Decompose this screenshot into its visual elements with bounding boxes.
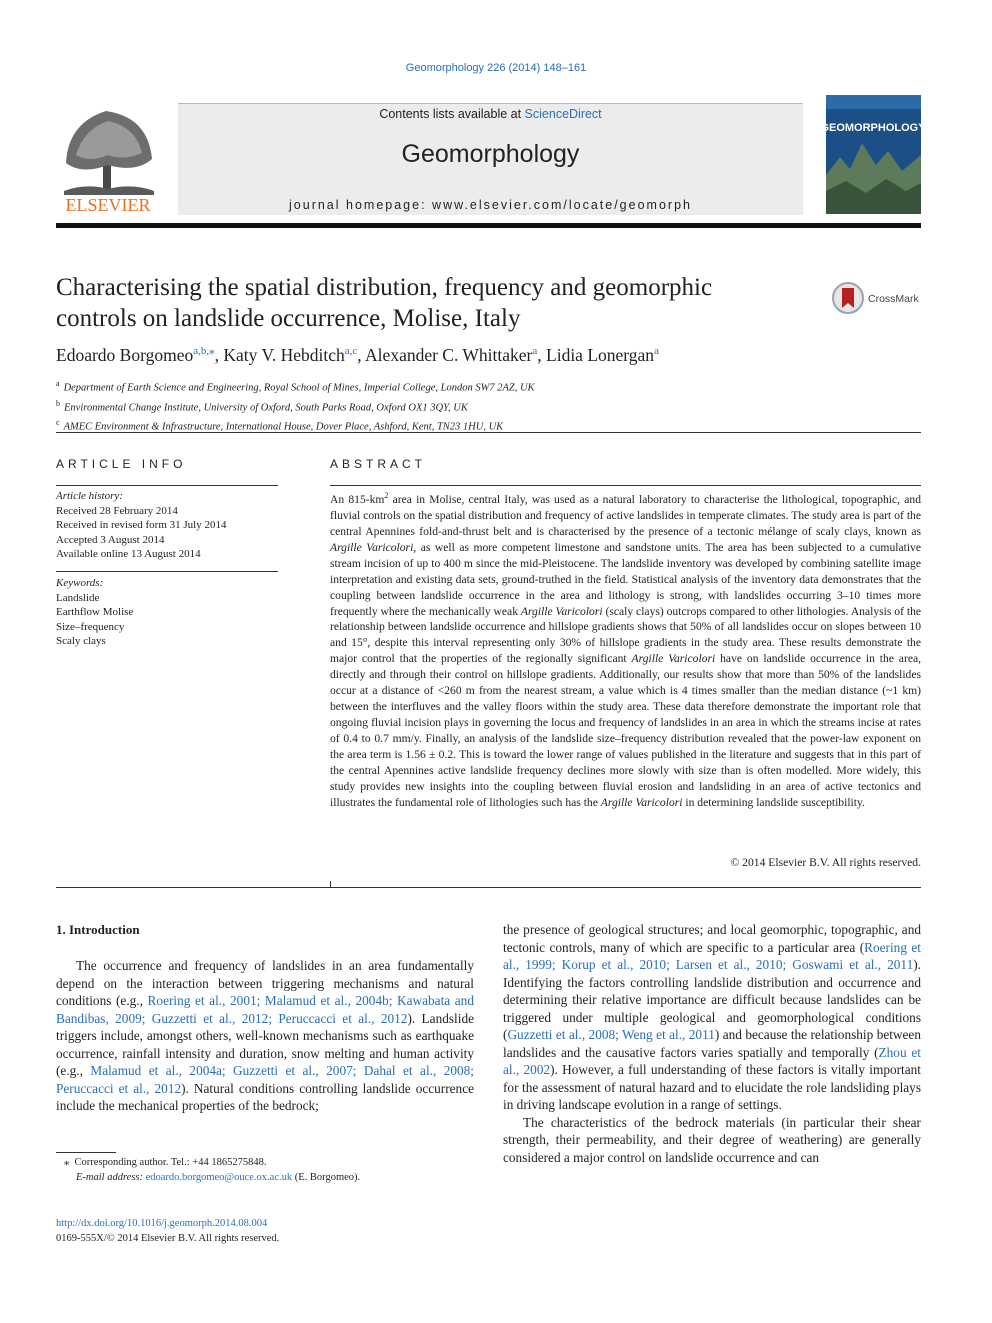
keyword-item: Size–frequency xyxy=(56,620,125,633)
keywords-rule xyxy=(56,571,278,572)
journal-banner xyxy=(178,103,803,215)
doi-link[interactable]: http://dx.doi.org/10.1016/j.geomorph.2014.08.004 xyxy=(56,1218,268,1229)
crossmark-icon xyxy=(831,281,931,315)
article-info-heading: ARTICLE INFO xyxy=(56,457,187,471)
affiliation-rule xyxy=(56,432,921,433)
sciencedirect-link[interactable]: ScienceDirect xyxy=(524,107,602,121)
abstract-bottom-rule xyxy=(56,887,921,888)
abstract-rule xyxy=(330,485,921,486)
affiliation-list xyxy=(56,376,916,435)
keywords-block xyxy=(56,576,278,649)
author-name: Lidia Lonergan xyxy=(546,344,655,365)
history-item: Received in revised form 31 July 2014 xyxy=(56,519,227,531)
email-suffix: (E. Borgomeo). xyxy=(292,1172,361,1183)
citation-link[interactable]: Malamud et al., 2004a; Guzzetti et al., 2007; Dahal et al., 2008; Peruccacci et al., 2012 xyxy=(56,1063,474,1096)
contents-line xyxy=(178,107,803,121)
footnote-corresponding: Corresponding author. Tel.: +44 1865275848. xyxy=(74,1157,267,1168)
citation-link[interactable]: Zhou et al., 2002 xyxy=(503,1044,921,1077)
abstract-column-tick xyxy=(330,881,331,888)
citation-link[interactable]: Guzzetti et al., 2008; Weng et al., 2011 xyxy=(507,1027,715,1042)
history-list xyxy=(56,504,278,562)
crossmark-badge[interactable] xyxy=(831,281,931,315)
history-item: Accepted 3 August 2014 xyxy=(56,533,165,546)
article-info-rule xyxy=(56,485,278,486)
author-separator: , xyxy=(357,344,366,365)
footnote-rule xyxy=(56,1152,116,1153)
keywords-label: Keywords: xyxy=(56,577,104,589)
affiliation-item xyxy=(56,376,916,396)
body-column-right xyxy=(503,921,921,1166)
affiliation-mark: c xyxy=(56,418,60,427)
author-affiliation-marks[interactable]: a,c xyxy=(344,345,358,357)
keyword-list xyxy=(56,591,278,649)
journal-citation[interactable]: Geomorphology 226 (2014) 148–161 xyxy=(405,62,587,74)
journal-cover xyxy=(826,95,921,214)
intro-paragraph-2: The characteristics of the bedrock materials (in particular their shear strength, their permeability, and their degree of weathering) are generally considered a major control on landslide occurrence and can xyxy=(503,1114,921,1165)
keyword-item: Earthflow Molise xyxy=(56,606,134,618)
homepage-url[interactable]: www.elsevier.com/locate/geomorph xyxy=(432,198,692,212)
doi-block xyxy=(56,1216,476,1246)
elsevier-tree-icon xyxy=(56,103,160,215)
citation-link[interactable]: Roering et al., 1999; Korup et al., 2010; Larsen et al., 2010; Goswami et al., 2011 xyxy=(503,939,921,972)
author-name: Katy V. Hebditch xyxy=(223,344,345,365)
abstract-copyright: © 2014 Elsevier B.V. All rights reserved. xyxy=(730,856,921,869)
article-title: Characterising the spatial distribution, frequency and geomorphic controls on landslide occurrence, Molise, Italy xyxy=(56,274,713,332)
abstract-heading: ABSTRACT xyxy=(330,457,427,471)
journal-homepage xyxy=(178,198,803,212)
author-separator: , xyxy=(214,344,224,365)
svg-text:CrossMark: CrossMark xyxy=(868,293,919,305)
email-label: E-mail address: xyxy=(76,1172,146,1183)
author-affiliation-marks[interactable]: a,b,⁎ xyxy=(193,345,215,357)
affiliation-mark: a xyxy=(56,379,60,388)
author-affiliation-marks[interactable]: a xyxy=(654,345,659,357)
svg-text:GEOMORPHOLOGY: GEOMORPHOLOGY xyxy=(826,122,921,134)
intro-paragraph-1: The occurrence and frequency of landslides in an area fundamentally depend on the interaction between triggering mechanisms and natural conditions (e.g., Roering et al., 2001; Malamud et al., 2004b; Kawabata and Bandibas, 2009; Guzzetti et al., 2012; Peruccacci et al., 2012). Landslide triggers include, amongst others, well-known mechanisms such as earthquake occurrence, rainfall intensity and duration, snow melting and human activity (e.g., Malamud et al., 2004a; Guzzetti et al., 2007; Dahal et al., 2008; Peruccacci et al., 2012). Natural conditions controlling landslide occurrence include the mechanical properties of the bedrock; xyxy=(56,958,475,1113)
history-item: Received 28 February 2014 xyxy=(56,504,178,517)
header-rule xyxy=(56,223,921,228)
history-item: Available online 13 August 2014 xyxy=(56,548,201,560)
intro-paragraph-1-cont: the presence of geological structures; and local geomorphic, topographic, and tectonic controls, many of which are specific to a particular area (Roering et al., 1999; Korup et al., 2010; Larsen et al., 2010; Goswami et al., 2011). Identifying the factors controlling landslide distribution and occurrence and determining their relative importance are difficult because landslides can be triggered under multiple geological and geomorphological conditions (Guzzetti et al., 2008; Weng et al., 2011) and because the relationship between landslides and the causative factors varies spatially and temporally (Zhou et al., 2002). However, a full understanding of these factors is vitally important for the assessment of natural hazard and to elucidate the role landsliding plays in driving landscape evolution in a range of settings. xyxy=(503,922,921,1112)
contents-prefix: Contents lists available at xyxy=(379,107,525,121)
affiliation-text: Department of Earth Science and Engineering, Royal School of Mines, Imperial College, London SW7 2AZ, UK xyxy=(63,382,535,394)
author-list xyxy=(56,344,916,366)
author-separator: , xyxy=(537,344,547,365)
history-label: Article history: xyxy=(56,490,123,502)
citation-link[interactable]: Roering et al., 2001; Malamud et al., 2004b; Kawabata and Bandibas, 2009; Guzzetti et al., 2012; Peruccacci et al., 2012 xyxy=(56,993,474,1026)
elsevier-logo xyxy=(56,103,160,215)
affiliation-text: AMEC Environment & Infrastructure, International House, Dover Place, Ashford, Kent, TN23 1HU, UK xyxy=(63,421,504,433)
affiliation-mark: b xyxy=(56,398,60,408)
author-name: Alexander C. Whittaker xyxy=(365,344,533,365)
section-heading-introduction: 1. Introduction xyxy=(56,922,140,937)
keyword-item: Landslide xyxy=(56,591,100,604)
journal-name: Geomorphology xyxy=(401,140,580,168)
author-affiliation-marks[interactable]: a xyxy=(532,345,538,357)
corresponding-author-footnote xyxy=(56,1155,476,1185)
homepage-prefix: journal homepage: xyxy=(289,198,433,212)
keyword-item: Scaly clays xyxy=(56,635,106,647)
author-name: Edoardo Borgomeo xyxy=(56,344,194,365)
affiliation-item xyxy=(56,396,916,416)
article-history xyxy=(56,489,278,562)
journal-cover-image xyxy=(826,95,921,214)
affiliation-text: Environmental Change Institute, University of Oxford, South Parks Road, Oxford OX1 3QY, UK xyxy=(64,402,468,413)
body-column-left xyxy=(56,957,474,1115)
svg-text:ELSEVIER: ELSEVIER xyxy=(65,195,151,215)
issn-copyright: 0169-555X/© 2014 Elsevier B.V. All rights reserved. xyxy=(56,1233,280,1244)
author-email-link[interactable]: edoardo.borgomeo@ouce.ox.ac.uk xyxy=(145,1172,293,1183)
footnote-mark: ⁎ xyxy=(64,1157,70,1168)
abstract-text: An $815-km^2$ area in Molise, central Italy, was used as a natural laboratory to characterise the lithological, topographic, and fluvial controls on the spatial distribution and frequency of active landslides in temperate climates. The study area is part of the central Apennines fold-and-thrust belt and is characterised by the presence of a tectonic mélange of scaly clays, known as Argille Varicolori, as well as more competent limestone and sandstone units. The area has been subjected to a cumulative stream incision of up to 400 m since the mid-Pleistocene. The landslide inventory was developed by combining satellite image interpretation and existing data sets, ground-truthed in the field. Statistical analysis of the inventory data demonstrates that the coupling between landslide occurrence in the area and lithology is strong, with landslides occurring 3–10 times more frequently where the mechanically weak Argille Varicolori (scaly clays) outcrops compared to other lithologies. Analysis of the relationship between landslide occurrence and hillslope gradients shows that 50% of all landslides occur on slopes between 10 and 15°, despite this interval representing only 30% of hillslope gradients in the study area. These results demonstrate the major control that the properties of the regionally significant Argille Varicolori have on landslide occurrence in the area, directly and through their control on hillslope gradients. Additionally, our results show that more than 50% of the landslides occur at a distance of <260 m from the nearest stream, a value which is 4 times smaller than the median distance (~1 km) between the interfluves and the valley floors within the study area. These data therefore demonstrate the important role that ongoing fluvial incision plays in governing the locus and frequency of landslides in an area in which the streams incise at rates of 0.4 to 0.7 mm/y. Finally, an analysis of the landslide size–frequency distribution revealed that the power-law exponent on the area term is 1.56 ± 0.2. This is toward the lower range of values published in the literature and suggests that in this part of the central Apennines active landslide frequency declines more slowly with size than is often modelled. More widely, this study provides new insights into the coupling between fluvial erosion and landsliding in an area of active tectonics and illustrates the fundamental role of lithologies such has the Argille Varicolori in determining landslide susceptibility. xyxy=(330,491,922,809)
